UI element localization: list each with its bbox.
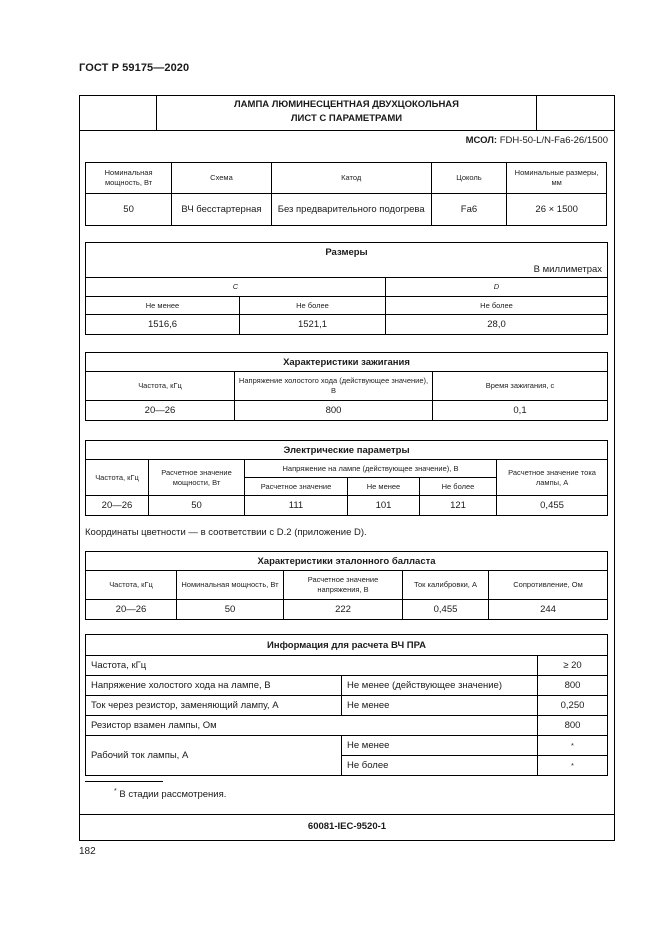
value-dimensions: 26 × 1500 [507,194,607,226]
hf-row-resistor-label: Резистор взамен лампы, Ом [86,716,538,736]
ballast-header-power: Номинальная мощность, Вт [177,571,284,600]
dimension-d-label: D [386,278,608,297]
ignition-title: Характеристики зажигания [86,353,608,372]
electrical-header-min: Не менее [348,478,420,496]
electrical-table [85,440,608,516]
hf-row-voltage-condition: Не менее (действующее значение) [342,676,538,696]
header-dimensions: Номинальные размеры, мм [507,163,607,194]
hf-title: Информация для расчета ВЧ ПРА [86,635,608,656]
hf-row-current-label: Ток через резистор, заменяющий лампу, А [86,696,342,716]
ballast-title: Характеристики эталонного балласта [86,552,608,571]
dimensions-table [85,242,608,335]
coordinates-note: Координаты цветности — в соответствии с D.2 (приложение D). [85,527,367,538]
electrical-voltage-calc-value: 111 [245,496,348,516]
value-cathode: Без предварительного подогрева [271,194,431,226]
ballast-header-frequency: Частота, кГц [86,571,177,600]
hf-work-current-min-value: * [538,736,608,756]
electrical-header-voltage: Напряжение на лампе (действующее значение), В [245,460,497,478]
title-line-2: ЛИСТ С ПАРАМЕТРАМИ [290,113,403,124]
c-max-value: 1521,1 [240,315,386,335]
ignition-header-voltage: Напряжение холостого хода (действующее значение), В [235,372,433,401]
header-scheme: Схема [172,163,272,194]
ballast-voltage-value: 222 [284,600,403,620]
sheet-code: 60081-IEC-9520-1 [307,821,387,832]
header-right-cell [536,95,615,131]
hf-row-frequency-value: ≥ 20 [538,656,608,676]
ignition-voltage-value: 800 [235,401,433,421]
electrical-power-value: 50 [149,496,245,516]
hf-ballast-info-table [85,634,608,776]
ballast-frequency-value: 20—26 [86,600,177,620]
ignition-frequency-value: 20—26 [86,401,235,421]
hf-row-current-value: 0,250 [538,696,608,716]
hf-row-current-condition: Не менее [342,696,538,716]
electrical-title: Электрические параметры [86,441,608,460]
d-max-value: 28,0 [386,315,608,335]
hf-work-current-label: Рабочий ток лампы, А [86,736,342,776]
header-base: Цоколь [431,163,507,194]
header-cathode: Катод [271,163,431,194]
header-left-cell [79,95,157,131]
electrical-frequency-value: 20—26 [86,496,149,516]
ballast-power-value: 50 [177,600,284,620]
c-min-value: 1516,6 [86,315,240,335]
electrical-header-current: Расчетное значение тока лампы, А [497,460,608,496]
electrical-header-calc: Расчетное значение [245,478,348,496]
ignition-header-frequency: Частота, кГц [86,372,235,401]
hf-work-current-min-label: Не менее [342,736,538,756]
c-min-header: Не менее [86,297,240,315]
dimensions-title: Размеры [86,243,608,263]
c-max-header: Не более [240,297,386,315]
ballast-header-resistance: Сопротивление, Ом [489,571,608,600]
ballast-calibration-value: 0,455 [403,600,489,620]
hf-row-voltage-label: Напряжение холостого хода на лампе, В [86,676,342,696]
page-number: 182 [79,846,96,857]
hf-row-frequency-label: Частота, кГц [86,656,538,676]
main-parameters-table [85,162,607,226]
value-scheme: ВЧ бесстартерная [172,194,272,226]
ignition-time-value: 0,1 [433,401,608,421]
hf-work-current-max-label: Не более [342,756,538,776]
value-power: 50 [86,194,172,226]
hf-work-current-max-value: * [538,756,608,776]
electrical-voltage-min-value: 101 [348,496,420,516]
msol-designation [466,135,608,146]
title-line-1: ЛАМПА ЛЮМИНЕСЦЕНТНАЯ ДВУХЦОКОЛЬНАЯ [234,99,459,110]
footnote-text: В стадии рассмотрения. [119,789,227,801]
hf-row-resistor-value: 800 [538,716,608,736]
electrical-header-max: Не более [420,478,497,496]
ballast-table [85,551,608,620]
ignition-table [85,352,608,421]
electrical-header-power: Расчетное значение мощности, Вт [149,460,245,496]
msol-label: МСОЛ: [465,135,498,146]
d-max-header: Не более [386,297,608,315]
ballast-header-calibration: Ток калибровки, А [403,571,489,600]
hf-row-voltage-value: 800 [538,676,608,696]
standard-number: ГОСТ Р 59175—2020 [79,62,190,74]
electrical-header-frequency: Частота, кГц [86,460,149,496]
dimension-c-label: C [86,278,386,297]
ballast-resistance-value: 244 [489,600,608,620]
ballast-header-voltage: Расчетное значение напряжения, В [284,571,403,600]
footnote [114,788,226,800]
electrical-current-value: 0,455 [497,496,608,516]
value-base: Fa6 [431,194,507,226]
msol-value: FDH-50-L/N-Fa6-26/1500 [499,135,608,146]
dimensions-unit: В миллиметрах [86,263,608,278]
footer-separator [79,814,615,815]
sheet-title [157,98,536,126]
footnote-separator [85,781,163,782]
header-power: Номинальная мощность, Вт [86,163,172,194]
footnote-mark: * [114,788,117,795]
electrical-voltage-max-value: 121 [420,496,497,516]
ignition-header-time: Время зажигания, с [433,372,608,401]
